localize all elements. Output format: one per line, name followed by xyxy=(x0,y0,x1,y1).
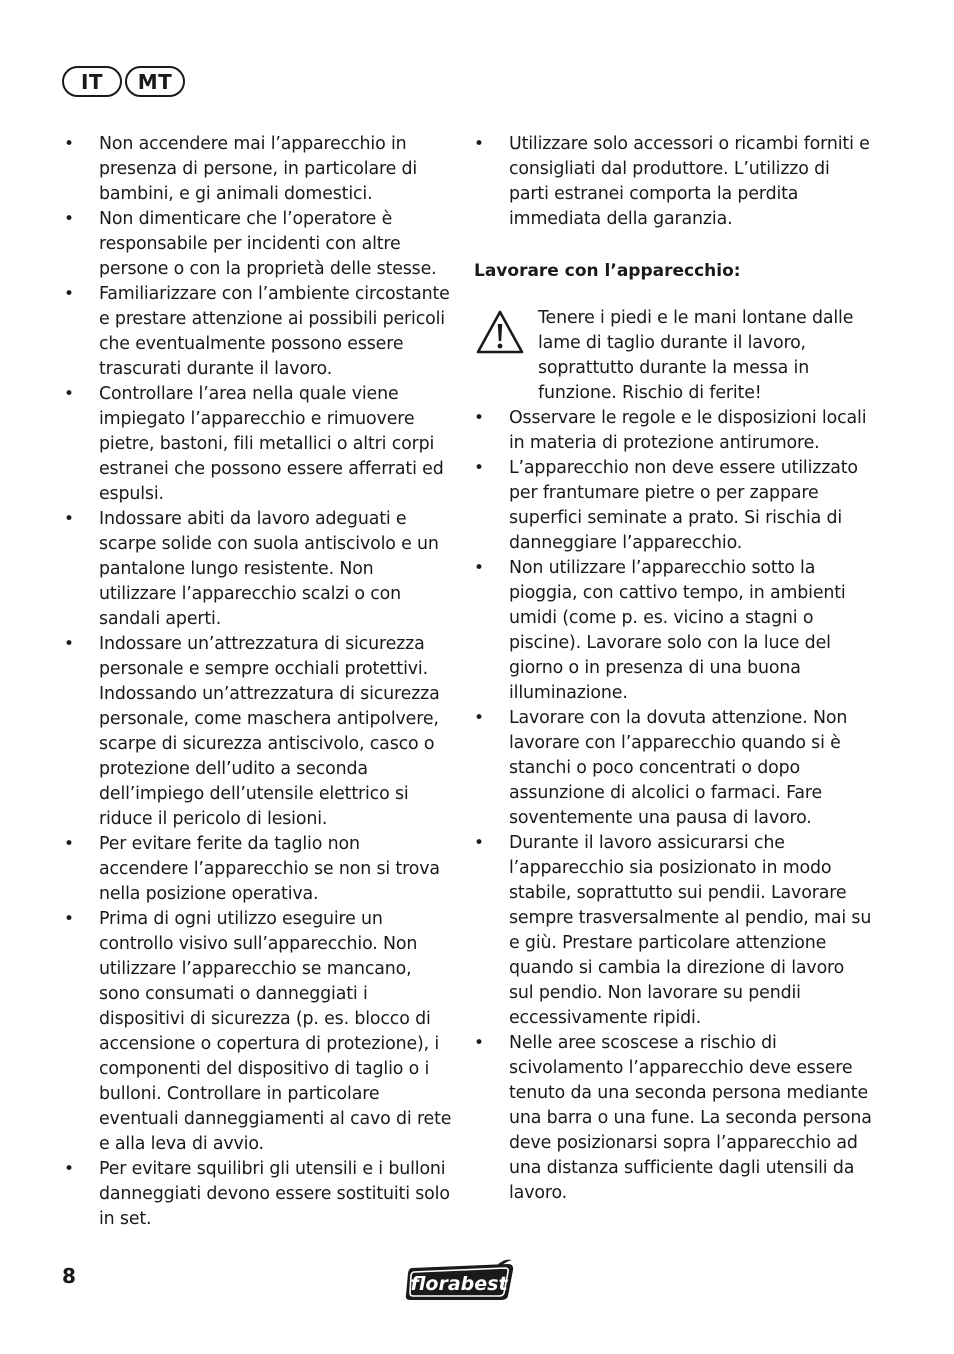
list-item: • Controllare l’area nella quale viene impiegato l’apparecchio e rimuovere pietre, bastoni, fili metallici o altri corpi estranei che possono essere afferrati ed espulsi. xyxy=(62,382,452,507)
list-item: • Osservare le regole e le disposizioni locali in materia di protezione antirumore. xyxy=(472,406,872,456)
warning-text: Tenere i piedi e le mani lontane dalle lame di taglio durante il lavoro, soprattutto durante la messa in funzione. Rischio di ferite! xyxy=(538,308,854,403)
list-item: • Indossare abiti da lavoro adeguati e scarpe solide con suola antiscivolo e un pantalone lungo resistente. Non utilizzare l’apparecchio scalzi o con sandali aperti. xyxy=(62,507,452,632)
list-item: • Nelle aree scoscese a rischio di scivolamento l’apparecchio deve essere tenuto da una seconda persona mediante una barra o una fune. La seconda persona deve posizionarsi sopra l’apparecchio ad una distanza sufficiente dagli utensili da lavoro. xyxy=(472,1031,872,1206)
language-badges xyxy=(62,66,185,97)
left-column xyxy=(62,132,452,1232)
logo-text: florabest xyxy=(410,1273,508,1295)
warning-box xyxy=(472,306,872,406)
right-bullet-list-bottom xyxy=(472,406,872,1206)
page-number: 8 xyxy=(62,1264,76,1288)
list-item: • Lavorare con la dovuta attenzione. Non lavorare con l’apparecchio quando si è stanchi o poco concentrati o dopo assunzione di alcolici o farmaci. Fare soventemente una pausa di lavoro. xyxy=(472,706,872,831)
list-item: • L’apparecchio non deve essere utilizzato per frantumare pietre o per zappare superfici seminate a prato. Si rischia di danneggiare l’apparecchio. xyxy=(472,456,872,556)
left-bullet-list xyxy=(62,132,452,1232)
lang-badge-it: IT xyxy=(62,66,122,97)
warning-triangle-icon xyxy=(476,310,524,354)
list-item: • Prima di ogni utilizzo eseguire un controllo visivo sull’apparecchio. Non utilizzare l’apparecchio se mancano, sono consumati o danneggiati i dispositivi di sicurezza (p. es. blocco di accensione o copertura di protezione), i componenti del dispositivo di taglio o i bulloni. Controllare in particolare eventuali danneggiamenti al cavo di rete e alla leva di avvio. xyxy=(62,907,452,1157)
list-item: • Non dimenticare che l’operatore è responsabile per incidenti con altre persone o con la proprietà delle stesse. xyxy=(62,207,452,282)
list-item: • Per evitare ferite da taglio non accendere l’apparecchio se non si trova nella posizione operativa. xyxy=(62,832,452,907)
florabest-logo xyxy=(404,1258,516,1304)
list-item: • Indossare un’attrezzatura di sicurezza personale e sempre occhiali protettivi. Indossando un’attrezzatura di sicurezza personale, come maschera antipolvere, scarpe di sicurezza antiscivolo, casco o protezione dell’udito a seconda dell’impiego dell’utensile elettrico si riduce il pericolo di lesioni. xyxy=(62,632,452,832)
list-item: • Familiarizzare con l’ambiente circostante e prestare attenzione ai possibili pericoli che eventualmente possono essere trascurati durante il lavoro. xyxy=(62,282,452,382)
section-heading: Lavorare con l’apparecchio: xyxy=(474,261,741,281)
lang-badge-mt: MT xyxy=(125,66,185,97)
list-item: • Non utilizzare l’apparecchio sotto la pioggia, con cattivo tempo, in ambienti umidi (come p. es. vicino a stagni o piscine). Lavorare solo con la luce del giorno o in presenza di una buona illuminazione. xyxy=(472,556,872,706)
list-item: • Durante il lavoro assicurarsi che l’apparecchio sia posizionato in modo stabile, soprattutto sui pendii. Lavorare sempre trasversalmente al pendio, mai su e giù. Prestare particolare attenzione quando si cambia la direzione di lavoro sul pendio. Non lavorare su pendii eccessivamente ripidi. xyxy=(472,831,872,1031)
list-item: • Non accendere mai l’apparecchio in presenza di persone, in particolare di bambini, e gi animali domestici. xyxy=(62,132,452,207)
right-bullet-list-top xyxy=(472,132,872,232)
right-column xyxy=(472,132,872,1206)
list-item: • Utilizzare solo accessori o ricambi forniti e consigliati dal produttore. L’utilizzo di parti estranei comporta la perdita immediata della garanzia. xyxy=(472,132,872,232)
list-item: • Per evitare squilibri gli utensili e i bulloni danneggiati devono essere sostituiti solo in set. xyxy=(62,1157,452,1232)
